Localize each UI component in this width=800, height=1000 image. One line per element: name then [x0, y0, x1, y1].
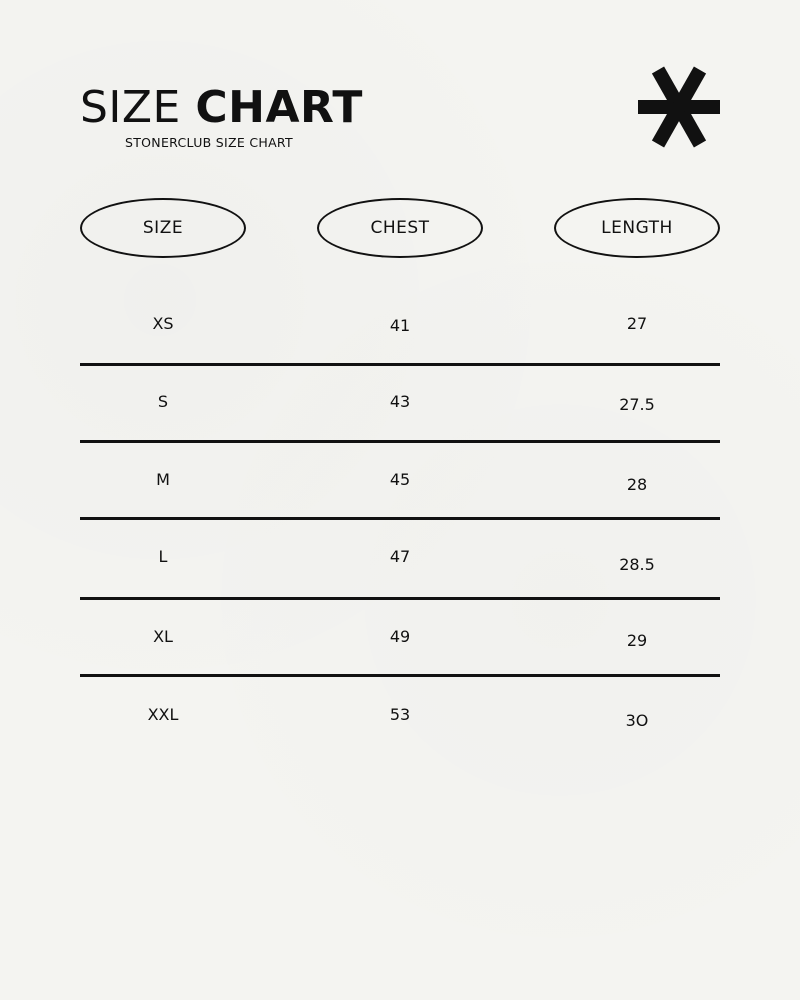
size-cell: M: [156, 470, 170, 489]
chest-cell: 43: [389, 392, 411, 411]
length-cell: 29: [626, 631, 648, 650]
asterisk-logo-icon: [634, 66, 724, 148]
title-light: SIZE: [80, 82, 181, 133]
length-cell: 28: [626, 475, 648, 494]
row-divider: [80, 440, 720, 443]
column-header-length: LENGTH: [554, 198, 720, 258]
size-cell: XS: [152, 314, 174, 333]
chest-cell: 49: [389, 627, 411, 646]
length-cell: 27.5: [619, 395, 655, 414]
size-cell: XXL: [147, 705, 179, 724]
column-header-chest: CHEST: [317, 198, 483, 258]
chest-cell: 45: [389, 470, 411, 489]
chest-cell: 53: [389, 705, 411, 724]
chest-cell: 41: [389, 316, 411, 335]
page-subtitle: STONERCLUB SIZE CHART: [125, 135, 293, 150]
size-cell: S: [157, 392, 169, 411]
length-cell: 3O: [625, 711, 649, 730]
length-cell: 28.5: [619, 555, 655, 574]
row-divider: [80, 517, 720, 520]
size-cell: L: [158, 547, 168, 566]
row-divider: [80, 674, 720, 677]
page-title: [80, 82, 363, 134]
row-divider: [80, 597, 720, 600]
column-header-size: SIZE: [80, 198, 246, 258]
length-cell: 27: [626, 314, 648, 333]
size-cell: XL: [153, 627, 173, 646]
row-divider: [80, 363, 720, 366]
chest-cell: 47: [389, 547, 411, 566]
title-bold: CHART: [195, 82, 363, 133]
